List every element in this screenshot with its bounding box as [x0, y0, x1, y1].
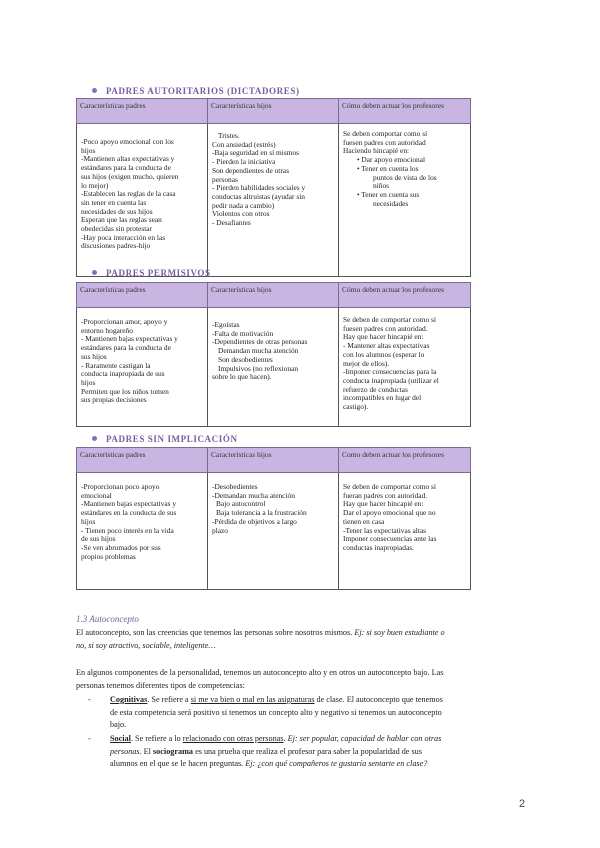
- cell-hijos: [208, 308, 339, 427]
- list-text: es una prueba que realiza el profesor para saber la popularidad de sus: [193, 746, 422, 756]
- term-sociograma: sociograma: [153, 746, 194, 756]
- list-dash: -: [88, 695, 91, 704]
- list-text: . Se refiere a lo: [130, 734, 183, 743]
- cell-line: - Raramente castigan la: [81, 361, 151, 370]
- cell-line: Esperan que las reglas sean: [81, 216, 162, 225]
- term-cognitivas: Cognitivas: [110, 695, 148, 704]
- cell-line: mejor de ellos).: [343, 359, 390, 368]
- cell-line: -Desobedientes: [212, 483, 258, 491]
- cell-line: -Proporcionan poco apoyo: [81, 483, 160, 491]
- cell-line: - Pierden la iniciativa: [212, 158, 276, 167]
- cell-line: estándares para la conducta de: [81, 164, 171, 173]
- cell-line: incompatibles en lugar del: [343, 394, 422, 403]
- section-title: PADRES SIN IMPLICACIÓN: [106, 434, 238, 444]
- cell-line: -Pérdida de objetivos a largo: [212, 517, 297, 526]
- subheading-autoconcepto: 1.3 Autoconcepto: [76, 614, 139, 624]
- paragraph-line: En algunos componentes de la personalidad, tenemos un autoconcepto alto y en otros un autoconcepto bajo. Las: [76, 668, 444, 677]
- cell-line: • Tener en cuenta sus: [357, 190, 420, 199]
- cell-line: emocional: [81, 491, 112, 500]
- cell-line: Imponer consecuencias ante las: [343, 535, 437, 544]
- cell-line: -Se ven abrumados por sus: [81, 543, 161, 552]
- cell-line: puntos de vista de los: [373, 173, 437, 182]
- cell-line: personas: [212, 175, 238, 184]
- cell-line: castigo).: [343, 403, 369, 412]
- cell-line: Permiten que los niños tomen: [81, 387, 169, 396]
- cell-line: entorno hogareño: [81, 326, 133, 335]
- cell-line: conductas altruistas (ayudar sin: [212, 192, 305, 201]
- cell-line: - Tienen poco interés en la vida: [81, 526, 174, 535]
- cell-line: Demandan mucha atención: [218, 347, 299, 356]
- cell-line: niños: [373, 182, 390, 191]
- cell-line: • Dar apoyo emocional: [357, 156, 426, 165]
- list-text: alumnos en el que se le hacen preguntas.: [110, 759, 246, 768]
- page-number: 2: [519, 798, 526, 810]
- bullet-icon: [92, 88, 97, 93]
- cell-line: Son desobedientes: [218, 355, 273, 364]
- cell-line: pedir nada a cambio): [212, 201, 275, 210]
- cell-line: -Imponer consecuencias para la: [343, 368, 437, 377]
- header-cell: Características padres: [77, 99, 208, 124]
- cell-line: sus hijos: [81, 352, 107, 361]
- cell-line: Se deben de comportar como sí: [343, 316, 436, 324]
- cell-line: -Poco apoyo emocional con los: [81, 138, 174, 146]
- header-cell: Cómo deben actuar los profesores: [339, 283, 471, 308]
- cell-line: necesidades de sus hijos: [81, 207, 153, 216]
- cell-profesores: [339, 473, 471, 590]
- header-cell: Características padres: [77, 283, 208, 308]
- header-cell: Características padres: [77, 448, 208, 473]
- cell-profesores: [339, 308, 471, 427]
- cell-line: hijos: [81, 517, 96, 526]
- cell-line: estándares en la conducta de sus: [81, 509, 177, 518]
- cell-line: Se deben de comportar como sí: [343, 483, 436, 491]
- example-text: Ej: si soy buen estudiante o: [354, 628, 445, 637]
- cell-line: sus hijos (exigen mucho, quieren: [81, 172, 179, 181]
- table-row: [77, 308, 471, 427]
- cell-line: -Baja seguridad en sí mismos: [212, 149, 300, 158]
- cell-line: Son dependientes de otras: [212, 166, 289, 175]
- table-row: [77, 124, 471, 277]
- cell-line: con los alumnos (esperar lo: [343, 350, 425, 359]
- underlined-text: si me va bien o mal en las asignaturas: [190, 695, 315, 704]
- section-title: PADRES AUTORITARIOS (DICTADORES): [106, 86, 300, 96]
- cell-line: -Establecen las reglas de la casa: [81, 190, 176, 199]
- table-header-row: [77, 283, 471, 308]
- cell-line: obedecidas sin protestar: [81, 225, 153, 234]
- cell-line: -Falta de motivación: [212, 329, 274, 338]
- cell-line: sin tener en cuenta las: [81, 198, 147, 207]
- cell-line: de sus hijos: [81, 535, 116, 544]
- list-text: de clase. El autoconcepto que tenemos: [314, 695, 443, 704]
- list-text: . El: [139, 746, 153, 756]
- cell-line: - Pierden habilidades sociales y: [212, 184, 306, 193]
- cell-hijos: [208, 124, 339, 277]
- section-title: PADRES PERMISIVOS: [106, 268, 211, 278]
- cell-line: Tristes.: [218, 132, 240, 140]
- list-text: bajo.: [110, 720, 127, 729]
- cell-line: Haciendo hincapié en:: [343, 147, 410, 156]
- cell-line: -Proporcionan amor, apoyo y: [81, 318, 168, 326]
- cell-line: -Dependientes de otras personas: [212, 338, 308, 347]
- cell-line: conducta inapropiada (utilizar el: [343, 376, 439, 385]
- cell-line: -Mantienen altas expectativas y: [81, 155, 175, 164]
- table-row: [77, 473, 471, 590]
- cell-line: Violentos con otros: [212, 210, 270, 219]
- cell-padres: [77, 473, 208, 590]
- term-social: Social: [110, 734, 131, 743]
- example-text: no, si soy atractivo, sociable, inteligente…: [76, 641, 216, 650]
- cell-line: • Tener en cuenta los: [357, 164, 419, 173]
- cell-line: -Hay poca interacción en las: [81, 233, 166, 242]
- list-text: .: [283, 734, 288, 743]
- table-permisivos: [76, 282, 471, 427]
- cell-line: tienen en casa: [343, 517, 385, 526]
- cell-line: - Desafiantes: [212, 219, 251, 228]
- cell-line: sobre lo que hacen).: [212, 373, 272, 382]
- cell-line: lo mejor): [81, 181, 109, 190]
- cell-line: Impulsivos (no reflexionan: [218, 364, 299, 373]
- cell-line: propios problemas: [81, 552, 136, 561]
- cell-hijos: [208, 473, 339, 590]
- list-text: de esta competencia será positivo si tenemos un concepto alto y negativo si tenemos un autoconcepto: [110, 707, 442, 717]
- table-header-row: [77, 448, 471, 473]
- list-dash: -: [88, 734, 91, 743]
- cell-line: - Mantener altas expectativas: [343, 342, 430, 351]
- table-autoritarios: [76, 98, 471, 277]
- example-text: personas: [110, 746, 140, 756]
- cell-line: sus propias decisiones: [81, 396, 147, 405]
- header-cell: Características hijos: [208, 99, 339, 124]
- paragraph-competencias: [76, 666, 528, 692]
- cell-profesores: [339, 124, 471, 277]
- cell-line: Bajo autocontrol: [216, 500, 266, 509]
- table-header-row: [77, 99, 471, 124]
- header-cell: Características hijos: [208, 283, 339, 308]
- cell-line: discusiones padres-hijo: [81, 242, 151, 251]
- section-heading-autoritarios: [92, 86, 300, 96]
- paragraph-line: personas tenemos diferentes tipos de competencias:: [76, 681, 245, 690]
- definition-text: El autoconcepto, son las creencias que tenemos las personas sobre nosotros mismos.: [76, 628, 353, 637]
- cell-line: fuesen padres con autoridad: [343, 138, 426, 147]
- cell-padres: [77, 124, 208, 277]
- cell-line: hijos: [81, 146, 96, 155]
- cell-line: Con ansiedad (estrés): [212, 140, 276, 149]
- example-text: Ej: ¿con qué compañeros te gustaría sentarte en clase?: [245, 759, 428, 768]
- cell-line: fuesen padres con autoridad.: [343, 324, 428, 333]
- header-cell: Cómo deben actuar los profesores: [339, 99, 471, 124]
- example-text: Ej: ser popular, capacidad de hablar con otras: [287, 734, 442, 743]
- cell-line: - Mantienen bajas expectativas y: [81, 335, 178, 344]
- cell-line: -Egoístas: [212, 321, 240, 329]
- header-cell: Características hijos: [208, 448, 339, 473]
- cell-line: Baja tolerancia a la frustración: [216, 509, 307, 518]
- cell-line: conductas inapropiadas.: [343, 543, 415, 552]
- cell-line: Hay que hacer hincapié en:: [343, 500, 424, 509]
- section-heading-permisivos: [92, 268, 211, 278]
- cell-line: conducta inapropiada de sus: [81, 370, 165, 379]
- header-cell: Como deben actuar los profesores: [339, 448, 471, 473]
- cell-line: -Mantienen bajas expectativas y: [81, 500, 177, 509]
- cell-line: -Demandan mucha atención: [212, 491, 295, 500]
- cell-line: fueran padres con autoridad.: [343, 491, 428, 500]
- bullet-icon: [92, 436, 97, 441]
- section-heading-sin-implicacion: [92, 434, 238, 444]
- cell-line: -Tener las expectativas altas: [343, 526, 426, 535]
- table-sin-implicacion: [76, 447, 471, 590]
- cell-padres: [77, 308, 208, 427]
- paragraph-definition: [76, 626, 528, 652]
- cell-line: Se deben comportar como sí: [343, 130, 428, 138]
- cell-line: refuerzo de conductas: [343, 385, 408, 394]
- bullet-icon: [92, 270, 97, 275]
- cell-line: hijos: [81, 378, 96, 387]
- underlined-text: relacionado con otras personas: [182, 734, 284, 743]
- cell-line: plazo: [212, 526, 229, 535]
- cell-line: Hay que hacer hincapié en:: [343, 333, 424, 342]
- list-text: . Se refiere a: [147, 695, 191, 704]
- cell-line: estándares para la conducta de: [81, 344, 171, 353]
- cell-line: necesidades: [373, 199, 409, 208]
- cell-line: Dar el apoyo emocional que no: [343, 509, 436, 518]
